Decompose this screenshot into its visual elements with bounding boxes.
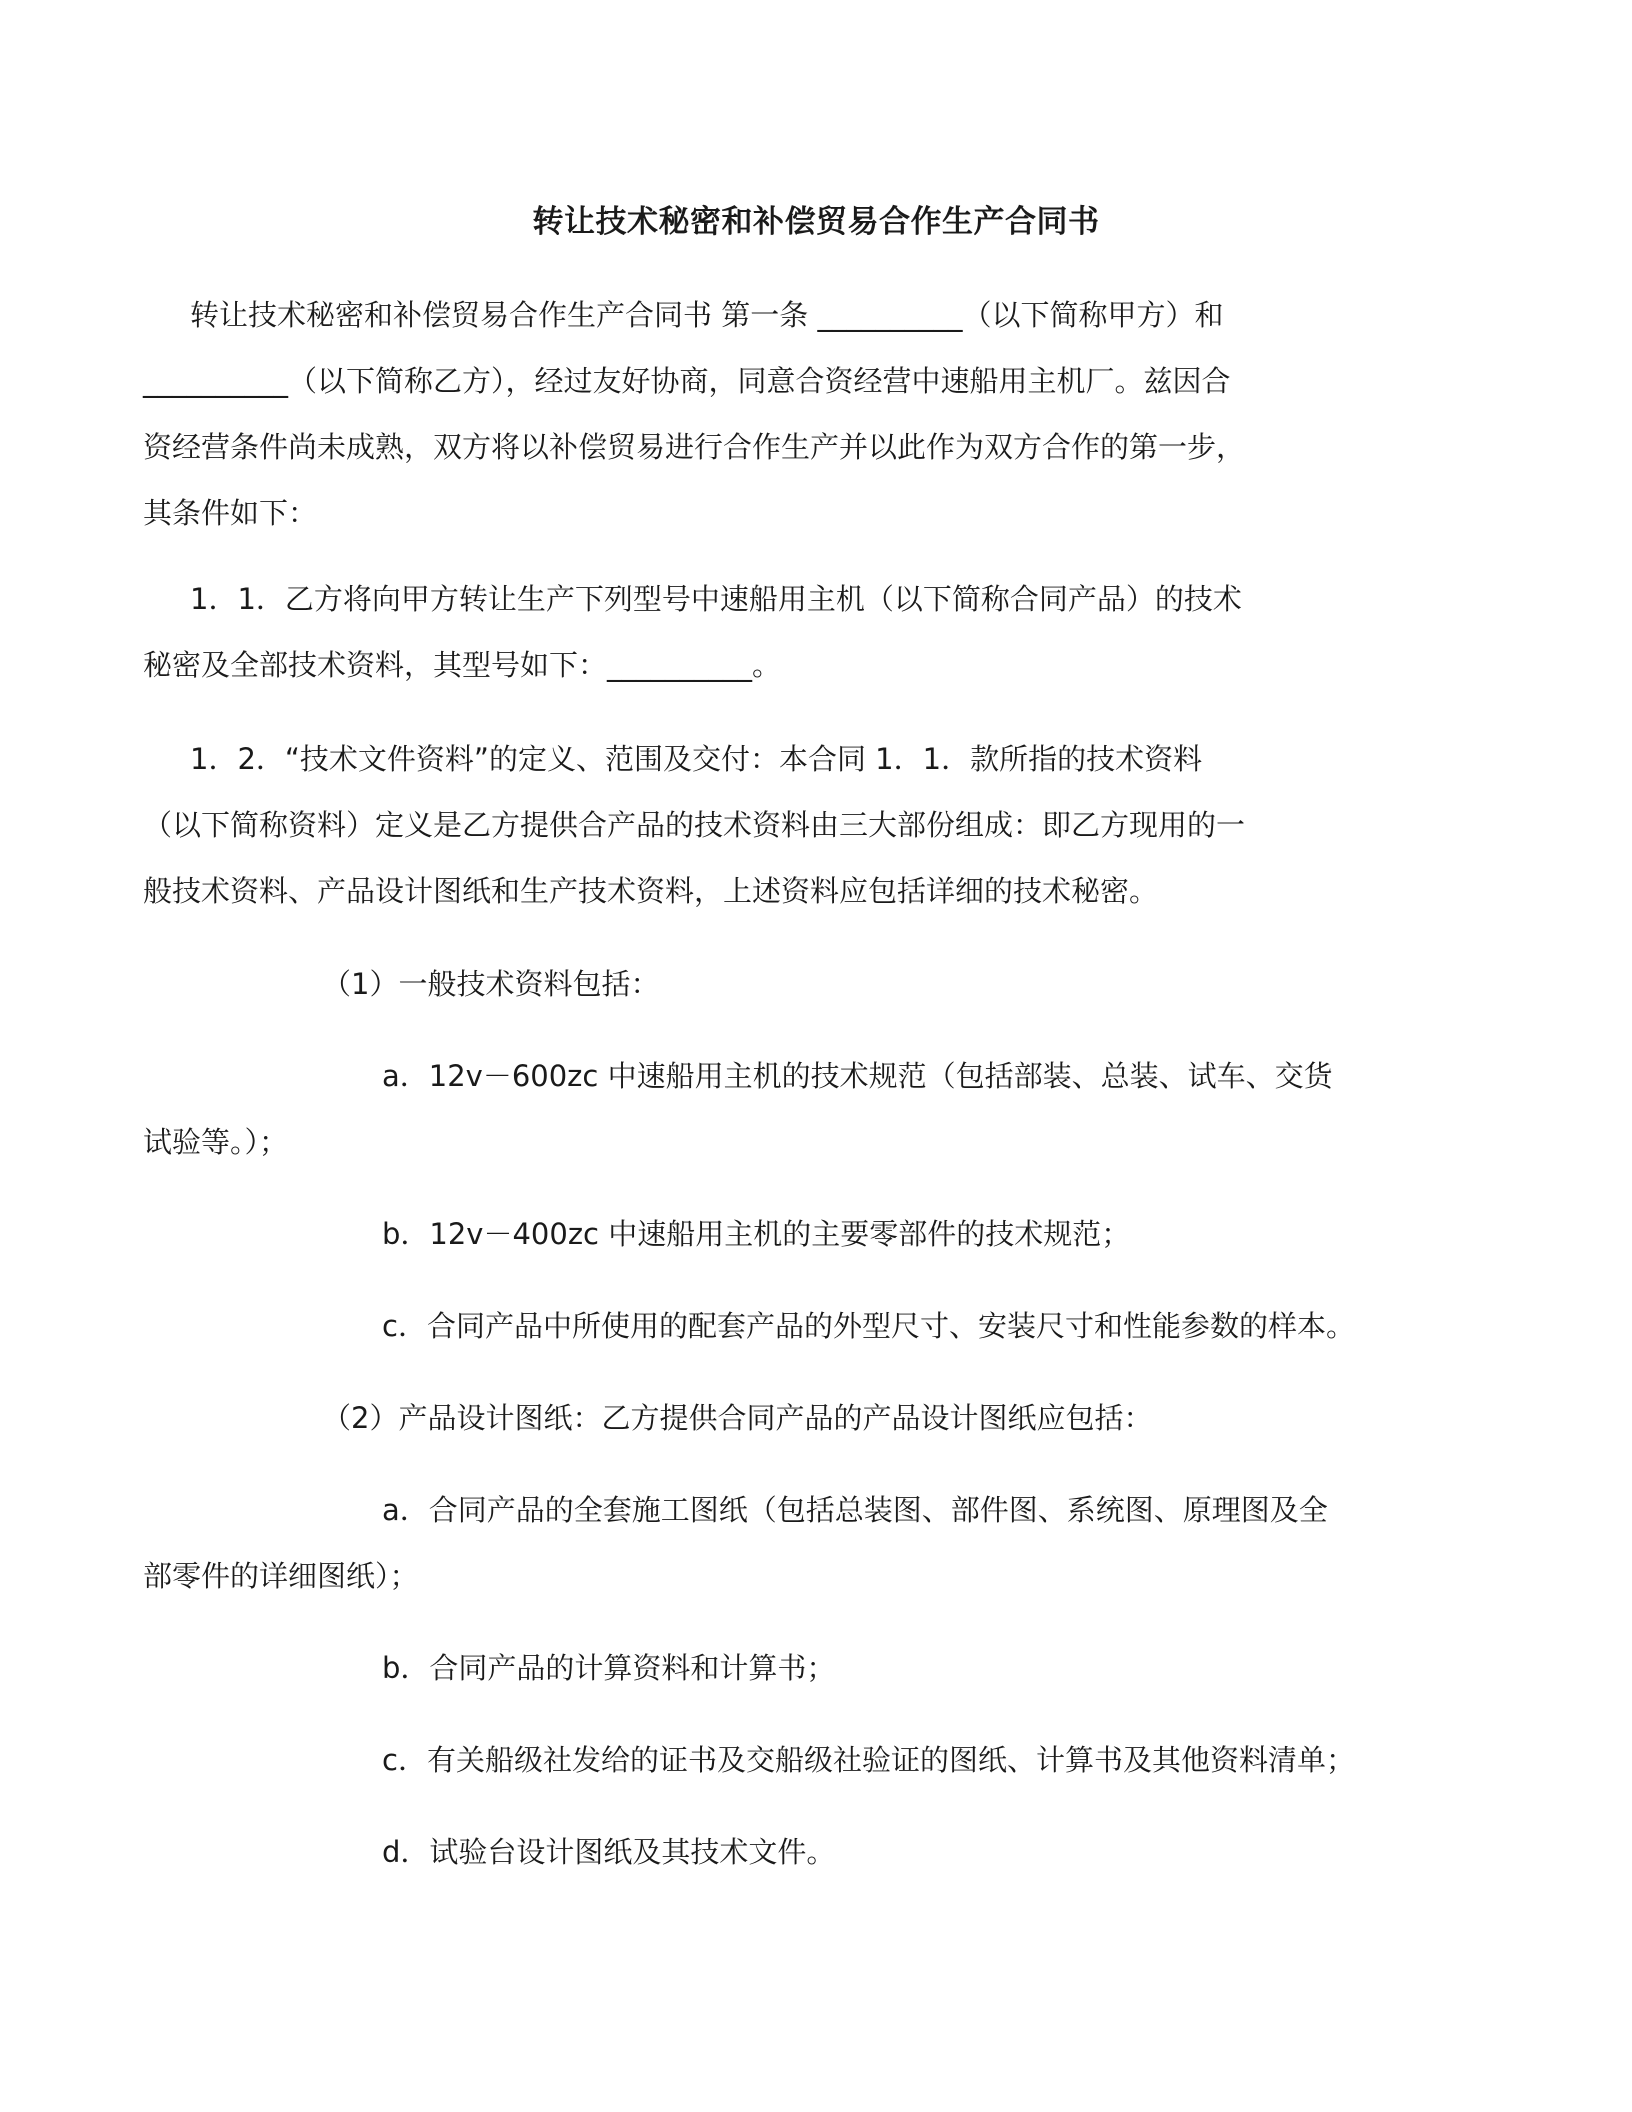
section-2-item-c-text: c．有关船级社发给的证书及交船级社验证的图纸、计算书及其他资料清单；	[382, 1743, 1355, 1777]
clause-1-1-line-1: 1．1．乙方将向甲方转让生产下列型号中速船用主机（以下简称合同产品）的技术	[190, 582, 1242, 616]
intro-paragraph	[190, 282, 1223, 348]
section-2-item-a-line-2: 部零件的详细图纸）；	[143, 1559, 419, 1593]
section-2-item-d-text: d．试验台设计图纸及其技术文件。	[382, 1835, 836, 1869]
clause-1-2-line-1: 1．2．“技术文件资料”的定义、范围及交付：本合同 1．1．款所指的技术资料	[190, 742, 1203, 776]
section-2-heading	[322, 1385, 1152, 1451]
intro-line-4: 其条件如下：	[143, 496, 318, 530]
clause-1-1	[190, 566, 1242, 632]
clause-1-2	[190, 726, 1202, 792]
section-2-item-a-line-1: a．合同产品的全套施工图纸（包括总装图、部件图、系统图、原理图及全	[382, 1493, 1328, 1527]
section-1-item-a	[382, 1043, 1333, 1109]
section-1-item-b-text: b．12v－400zc 中速船用主机的主要零部件的技术规范；	[382, 1217, 1131, 1251]
clause-1-2-line-2: （以下简称资料）定义是乙方提供合产品的技术资料由三大部份组成：即乙方现用的一	[143, 808, 1246, 842]
clause-1-1-line-2: 秘密及全部技术资料，其型号如下：__________。	[143, 648, 782, 682]
section-1-item-a-line-2: 试验等。）；	[143, 1125, 289, 1159]
section-1-item-c-text: c．合同产品中所使用的配套产品的外型尺寸、安装尺寸和性能参数的样本。	[382, 1309, 1355, 1343]
section-2-heading-text: （2）产品设计图纸：乙方提供合同产品的产品设计图纸应包括：	[322, 1401, 1153, 1435]
section-2-item-a	[382, 1477, 1328, 1543]
clause-1-2-line-3: 般技术资料、产品设计图纸和生产技术资料，上述资料应包括详细的技术秘密。	[143, 874, 1159, 908]
intro-line-3: 资经营条件尚未成熟，双方将以补偿贸易进行合作生产并以此作为双方合作的第一步，	[143, 430, 1246, 464]
section-2-item-b-text: b．合同产品的计算资料和计算书；	[382, 1651, 836, 1685]
section-1-item-c	[382, 1293, 1355, 1359]
section-1-heading	[322, 951, 659, 1017]
section-2-item-c	[382, 1727, 1355, 1793]
intro-paragraph-cont	[143, 348, 1245, 546]
section-2-item-a-cont	[143, 1543, 419, 1609]
clause-1-1-cont	[143, 632, 781, 698]
section-1-heading-text: （1）一般技术资料包括：	[322, 967, 660, 1001]
intro-line-1: 转让技术秘密和补偿贸易合作生产合同书 第一条 __________（以下简称甲方）和	[190, 298, 1224, 332]
section-2-item-d	[382, 1819, 835, 1885]
section-1-item-a-cont	[143, 1109, 288, 1175]
intro-line-2: __________（以下简称乙方），经过友好协商，同意合资经营中速船用主机厂。兹因合	[143, 364, 1231, 398]
section-1-item-b	[382, 1201, 1130, 1267]
section-1-item-a-line-1: a．12v－600zc 中速船用主机的技术规范（包括部装、总装、试车、交货	[382, 1059, 1333, 1093]
document-title: 转让技术秘密和补偿贸易合作生产合同书	[532, 204, 1100, 240]
clause-1-2-cont	[143, 792, 1245, 924]
section-2-item-b	[382, 1635, 835, 1701]
